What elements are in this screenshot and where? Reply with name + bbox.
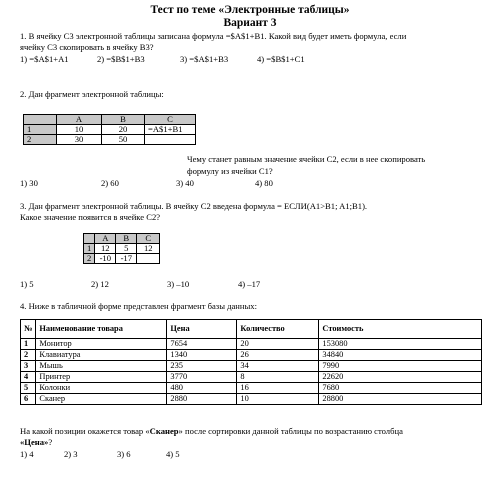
table-cell: 34 bbox=[237, 361, 319, 372]
table-row bbox=[21, 383, 482, 394]
table-cell: Мышь bbox=[36, 361, 167, 372]
table-cell: 7990 bbox=[319, 361, 482, 372]
header-cell: Цена bbox=[167, 320, 237, 339]
table-cell: 480 bbox=[167, 383, 237, 394]
q1-text-line1: 1. В ячейку C3 электронной таблицы записана формула =$A$1+B1. Какой вид будет иметь формула, если bbox=[20, 31, 407, 41]
q4-text: 4. Ниже в табличной форме представлен фрагмент базы данных: bbox=[20, 301, 257, 311]
table-cell: 50 bbox=[102, 135, 145, 145]
header-cell: A bbox=[57, 115, 102, 125]
table-row bbox=[24, 135, 196, 145]
q2-text: 2. Дан фрагмент электронной таблицы: bbox=[20, 89, 164, 99]
header-cell bbox=[84, 234, 95, 244]
q2-question-line2: формулу из ячейки C1? bbox=[187, 166, 273, 176]
table-header-row bbox=[21, 320, 482, 339]
table-cell: 20 bbox=[102, 125, 145, 135]
table-cell: 28800 bbox=[319, 394, 482, 405]
table-cell: Принтер bbox=[36, 372, 167, 383]
table-row bbox=[21, 350, 482, 361]
header-cell bbox=[24, 115, 57, 125]
table-cell: 4 bbox=[21, 372, 36, 383]
table-cell: 7680 bbox=[319, 383, 482, 394]
q3-option-3: 3) –10 bbox=[167, 279, 190, 289]
q2-option-1: 1) 30 bbox=[20, 178, 38, 188]
table-cell: 10 bbox=[57, 125, 102, 135]
q4-question-line1 bbox=[20, 426, 403, 436]
q4-option-3: 3) 6 bbox=[117, 449, 131, 459]
q3-text-line2: Какое значение появится в ячейке C2? bbox=[20, 212, 161, 222]
table-cell: 6 bbox=[21, 394, 36, 405]
table-header-row bbox=[24, 115, 196, 125]
q1-option-1: 1) =$A$1+A1 bbox=[20, 54, 69, 64]
q2-option-4: 4) 80 bbox=[255, 178, 273, 188]
table-cell: 20 bbox=[237, 339, 319, 350]
q3-option-1: 1) 5 bbox=[20, 279, 34, 289]
table-cell: 34840 bbox=[319, 350, 482, 361]
table-row bbox=[24, 125, 196, 135]
table-cell: 153080 bbox=[319, 339, 482, 350]
row-number-cell: 1 bbox=[84, 244, 95, 254]
q3-option-4: 4) –17 bbox=[238, 279, 261, 289]
table-cell: 12 bbox=[137, 244, 160, 254]
row-number-cell: 2 bbox=[24, 135, 57, 145]
table-row bbox=[21, 372, 482, 383]
page-title: Тест по теме «Электронные таблицы» bbox=[150, 4, 350, 16]
table-row bbox=[84, 244, 160, 254]
q4-database-table bbox=[20, 319, 482, 405]
row-number-cell: 2 bbox=[84, 254, 95, 264]
table-cell: 7654 bbox=[167, 339, 237, 350]
variant-title: Вариант 3 bbox=[223, 17, 277, 29]
q1-text-line2: ячейку C3 скопировать в ячейку B3? bbox=[20, 42, 154, 52]
table-cell: 22620 bbox=[319, 372, 482, 383]
q4-question-line2 bbox=[20, 437, 52, 447]
q4-question-mark: ? bbox=[48, 437, 53, 447]
table-cell: 3 bbox=[21, 361, 36, 372]
q4-question-part: » после сортировки данной таблицы по возрастанию столбца bbox=[178, 426, 403, 436]
table-row bbox=[84, 254, 160, 264]
header-cell: B bbox=[102, 115, 145, 125]
table-cell: Монитор bbox=[36, 339, 167, 350]
table-cell: Клавиатура bbox=[36, 350, 167, 361]
q2-spreadsheet-table bbox=[23, 114, 196, 145]
table-row bbox=[21, 361, 482, 372]
header-cell: Количество bbox=[237, 320, 319, 339]
table-row bbox=[21, 339, 482, 350]
table-cell: 12 bbox=[95, 244, 116, 254]
q2-question-line1: Чему станет равным значение ячейки C2, если в нее скопировать bbox=[187, 154, 426, 164]
q1-option-2: 2) =$B$1+B3 bbox=[97, 54, 145, 64]
table-cell bbox=[137, 254, 160, 264]
q4-question-part: На какой позиции окажется товар « bbox=[20, 426, 150, 436]
header-cell: C bbox=[145, 115, 196, 125]
table-row bbox=[21, 394, 482, 405]
table-cell: 1 bbox=[21, 339, 36, 350]
table-cell: Колонки bbox=[36, 383, 167, 394]
table-cell: -10 bbox=[95, 254, 116, 264]
q3-spreadsheet-table bbox=[83, 233, 160, 264]
table-cell: 10 bbox=[237, 394, 319, 405]
table-cell bbox=[145, 135, 196, 145]
header-cell: № bbox=[21, 320, 36, 339]
table-cell: 235 bbox=[167, 361, 237, 372]
table-cell: 8 bbox=[237, 372, 319, 383]
table-cell: =A$1+B1 bbox=[145, 125, 196, 135]
q4-question-column: «Цена» bbox=[20, 437, 49, 447]
q4-option-1: 1) 4 bbox=[20, 449, 34, 459]
table-cell: 2 bbox=[21, 350, 36, 361]
header-cell: B bbox=[116, 234, 137, 244]
q1-option-4: 4) =$B$1+C1 bbox=[257, 54, 305, 64]
q2-option-2: 2) 60 bbox=[101, 178, 119, 188]
table-cell: 5 bbox=[21, 383, 36, 394]
table-cell: -17 bbox=[116, 254, 137, 264]
table-cell: 30 bbox=[57, 135, 102, 145]
table-cell: Сканер bbox=[36, 394, 167, 405]
q3-text-line1: 3. Дан фрагмент электронной таблицы. В ячейку C2 введена формула = ЕСЛИ(A1>B1; A1;B1). bbox=[20, 201, 368, 211]
table-cell: 2880 bbox=[167, 394, 237, 405]
table-cell: 16 bbox=[237, 383, 319, 394]
row-number-cell: 1 bbox=[24, 125, 57, 135]
header-cell: Стоимость bbox=[319, 320, 482, 339]
q2-option-3: 3) 40 bbox=[176, 178, 194, 188]
q4-option-2: 2) 3 bbox=[64, 449, 78, 459]
table-header-row bbox=[84, 234, 160, 244]
table-cell: 3770 bbox=[167, 372, 237, 383]
header-cell: Наименование товара bbox=[36, 320, 167, 339]
header-cell: C bbox=[137, 234, 160, 244]
table-cell: 26 bbox=[237, 350, 319, 361]
q1-option-3: 3) =$A$1+B3 bbox=[180, 54, 229, 64]
q3-option-2: 2) 12 bbox=[91, 279, 109, 289]
table-cell: 5 bbox=[116, 244, 137, 254]
q4-question-product: Сканер bbox=[149, 426, 179, 436]
header-cell: A bbox=[95, 234, 116, 244]
table-cell: 1340 bbox=[167, 350, 237, 361]
q4-option-4: 4) 5 bbox=[166, 449, 180, 459]
